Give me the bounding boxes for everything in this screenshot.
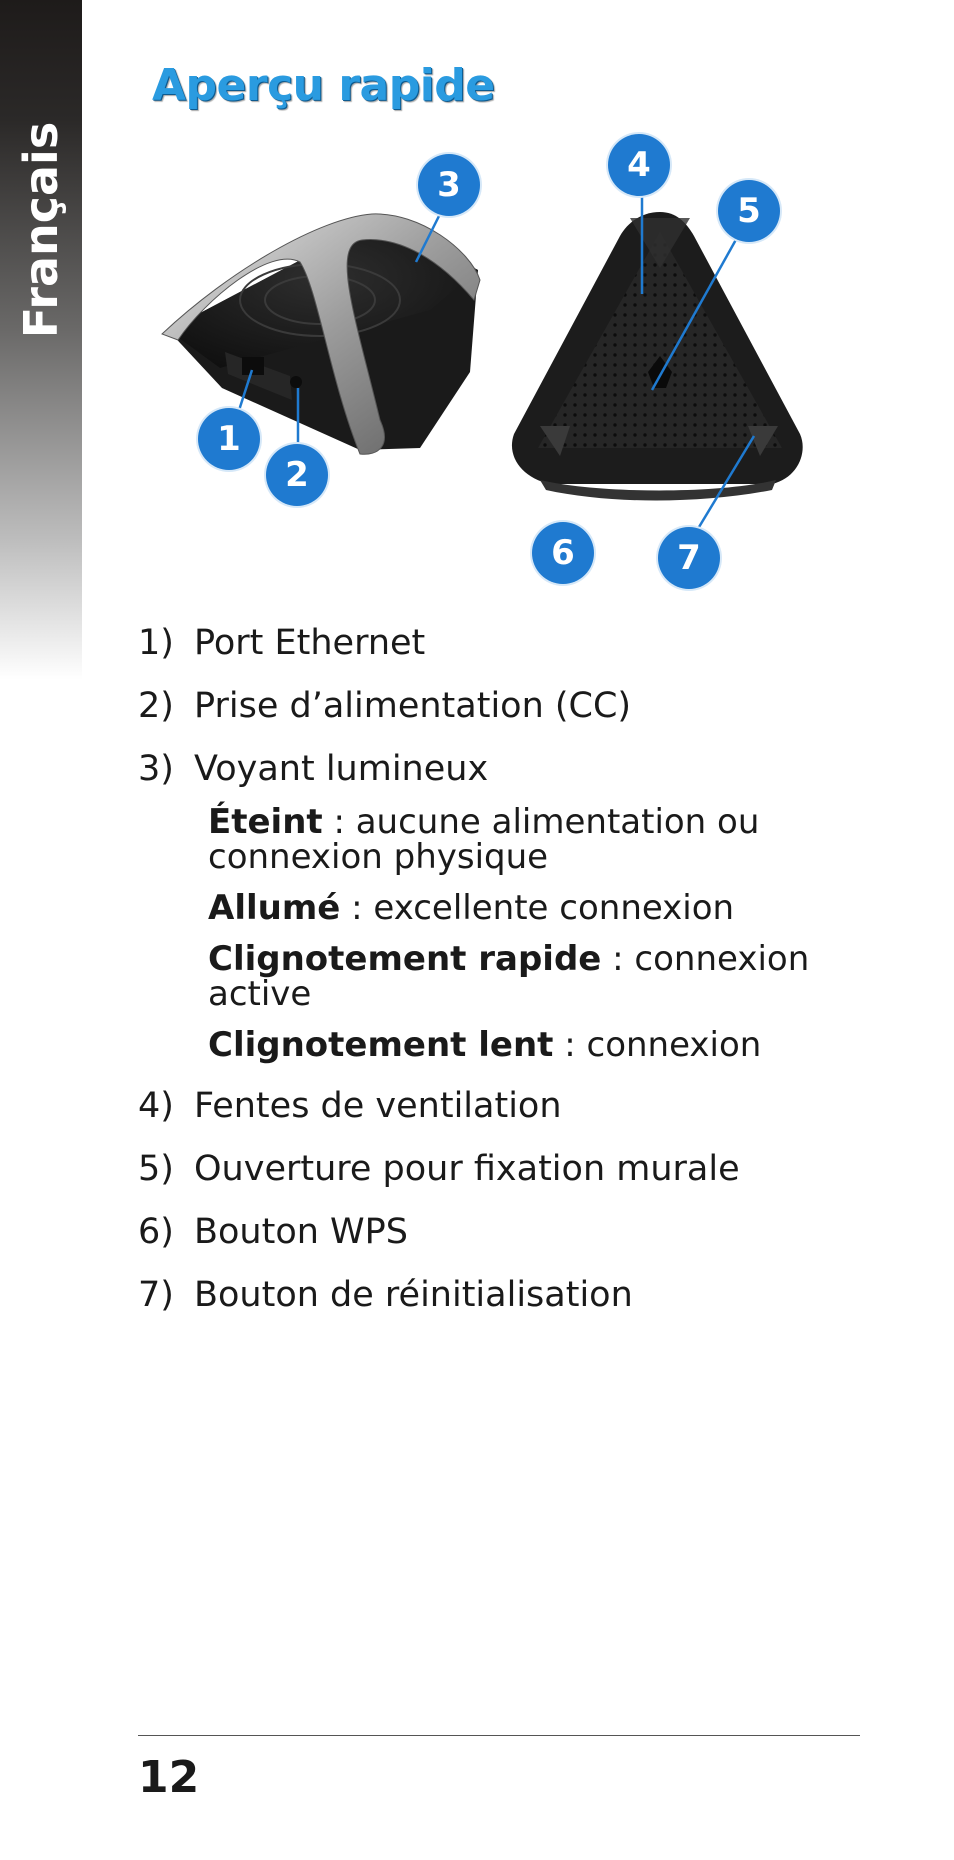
led-state-desc: : aucune alimentation ou connexion physique [208, 802, 760, 877]
led-state-on [208, 888, 898, 928]
callout-3: 3 [418, 154, 480, 216]
device-drawing [0, 0, 954, 610]
callout-1: 1 [198, 408, 260, 470]
callout-4: 4 [608, 134, 670, 196]
page-number: 12 [138, 1752, 200, 1803]
device-top-view [512, 212, 803, 501]
item-number: 7) [138, 1275, 174, 1315]
led-state-desc: : connexion [553, 1025, 762, 1065]
led-state-desc: : connexion active [208, 939, 810, 1014]
footer-divider [138, 1735, 860, 1736]
list-item [138, 1148, 898, 1190]
page-title: Aperçu rapide [152, 60, 495, 111]
list-item [138, 1085, 898, 1127]
item-text: Ouverture pour fixation murale [194, 1149, 740, 1189]
list-item [138, 1274, 898, 1316]
led-state-term: Clignotement lent [208, 1025, 554, 1065]
item-text: Bouton de réinitialisation [194, 1275, 633, 1315]
item-text: Fentes de ventilation [194, 1086, 562, 1126]
list-item [138, 622, 898, 664]
product-illustration [0, 0, 954, 610]
item-text: Port Ethernet [194, 623, 426, 663]
item-text: Voyant lumineux [194, 749, 489, 789]
led-state-slow-blink [208, 1025, 898, 1065]
item-number: 4) [138, 1086, 174, 1126]
language-label: Français [14, 121, 68, 339]
item-text: Bouton WPS [194, 1212, 408, 1252]
callout-7: 7 [658, 527, 720, 589]
led-state-fast-blink [208, 939, 898, 1014]
led-state-term: Éteint [208, 802, 323, 842]
item-number: 1) [138, 623, 174, 663]
list-item [138, 685, 898, 727]
led-state-term: Clignotement rapide [208, 939, 602, 979]
parts-list [138, 622, 898, 1337]
callout-2: 2 [266, 444, 328, 506]
item-text: Prise d’alimentation (CC) [194, 686, 632, 726]
list-item [138, 748, 898, 790]
item-number: 6) [138, 1212, 174, 1252]
callout-5: 5 [718, 180, 780, 242]
item-number: 2) [138, 686, 174, 726]
item-number: 3) [138, 749, 174, 789]
item-number: 5) [138, 1149, 174, 1189]
led-state-term: Allumé [208, 888, 341, 928]
list-item [138, 1211, 898, 1253]
callout-6: 6 [532, 522, 594, 584]
led-state-off [208, 802, 898, 877]
led-state-desc: : excellente connexion [340, 888, 735, 928]
